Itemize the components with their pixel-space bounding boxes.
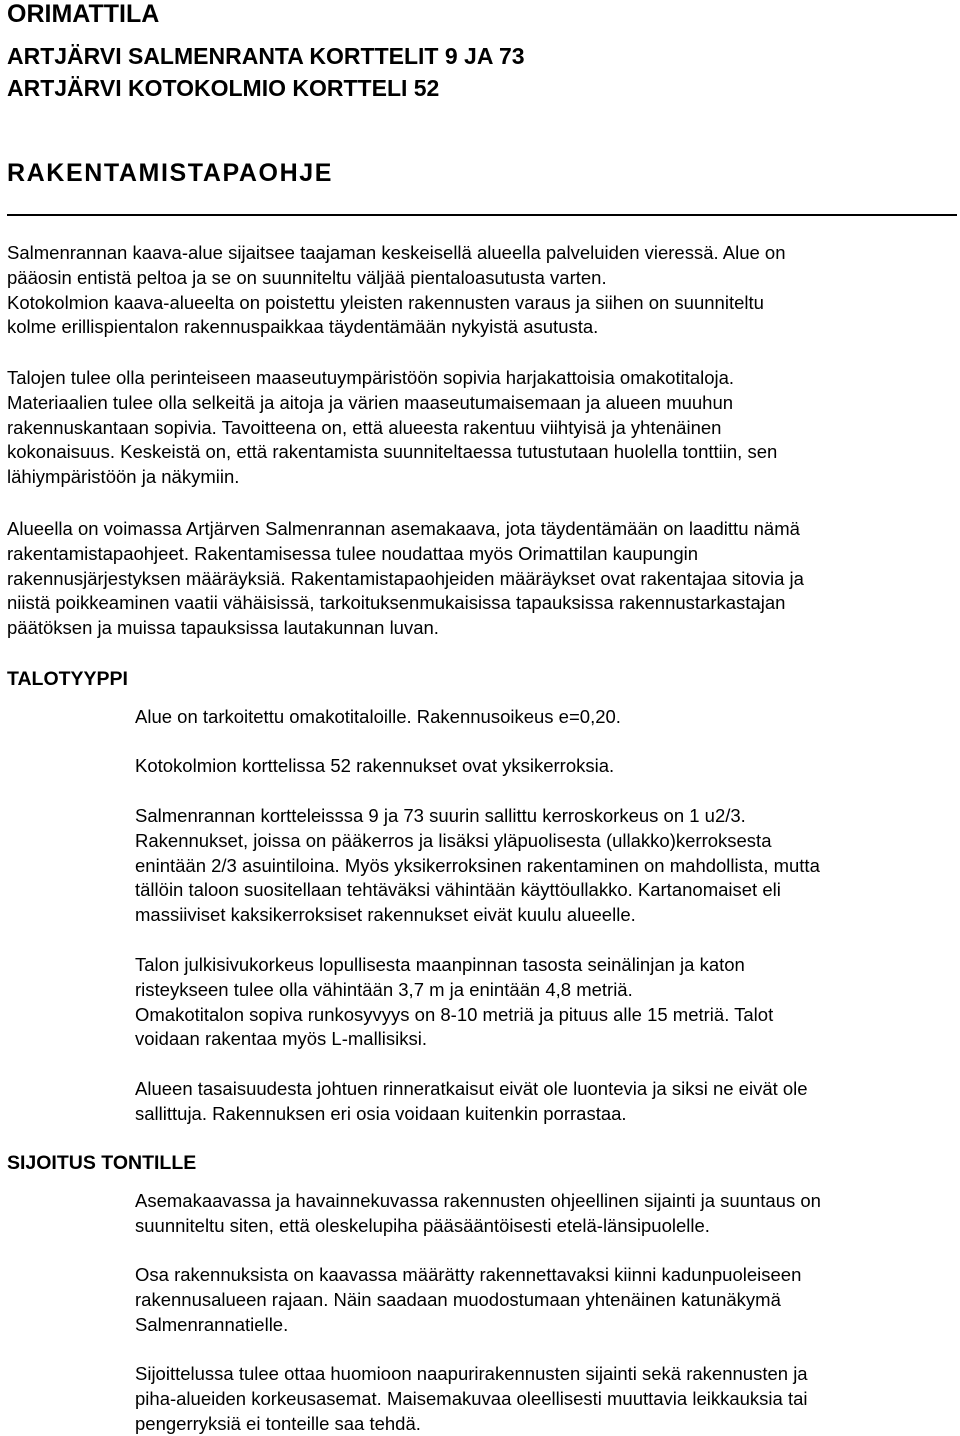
text-line: Alueella on voimassa Artjärven Salmenrannan asemakaava, jota täydentämään on laadittu nämä	[7, 518, 800, 539]
text-line: rakentamistapaohjeet. Rakentamisessa tulee noudattaa myös Orimattilan kaupungin	[7, 542, 699, 564]
text-line: kolme erillispientalon rakennuspaikkaa täydentämään nykyistä asutusta.	[7, 316, 599, 338]
sijoitus-paragraph-2	[135, 1263, 801, 1337]
intro-paragraph-2	[7, 366, 777, 490]
text-line: rakennusjärjestyksen määräyksiä. Rakentamistapaohjeiden määräykset ovat rakentajaa sitovia ja	[7, 567, 804, 589]
text-line: Materiaalien tulee olla selkeitä ja aitoja ja värien maaseutumaisemaan ja alueen muuhun	[7, 391, 734, 413]
text-line: piha-alueiden korkeusasemat. Maisemakuvaa oleellisesti muuttavia leikkauksia tai	[135, 1387, 808, 1409]
text-line: Talojen tulee olla perinteiseen maaseutuympäristöön sopivia harjakattoisia omakotitaloja.	[7, 367, 735, 388]
sijoitus-paragraph-1	[135, 1189, 821, 1239]
text-line: rakennusalueen rajaan. Näin saadaan muodostumaan yhtenäinen katunäkymä	[135, 1288, 781, 1310]
title-line-2: ARTJÄRVI KOTOKOLMIO KORTTELI 52	[7, 75, 440, 101]
text-line: päätöksen ja muissa tapauksissa lautakunnan luvan.	[7, 617, 439, 639]
section-heading-talotyyppi: TALOTYYPPI	[7, 668, 128, 690]
text-line: Rakennukset, joissa on pääkerros ja lisäksi yläpuolisesta (ullakko)kerroksesta	[135, 829, 772, 851]
text-line: Omakotitalon sopiva runkosyvyys on 8-10 metriä ja pituus alle 15 metriä. Talot	[135, 1003, 774, 1025]
document-type-heading: RAKENTAMISTAPAOHJE	[7, 159, 334, 187]
text-line: risteykseen tulee olla vähintään 3,7 m ja enintään 4,8 metriä.	[135, 978, 633, 1000]
text-line: tällöin taloon suositellaan tehtäväksi vähintään käyttöullakko. Kartanomaiset eli	[135, 879, 781, 901]
text-line: pengerryksiä ei tonteille saa tehdä.	[135, 1412, 421, 1434]
text-line: voidaan rakentaa myös L-mallisiksi.	[135, 1028, 428, 1050]
municipality-heading: ORIMATTILA	[7, 0, 160, 28]
intro-paragraph-3	[7, 517, 804, 641]
talotyyppi-paragraph-2	[135, 754, 614, 779]
text-line: pääosin entistä peltoa ja se on suunniteltu väljää pientaloasutusta varten.	[7, 266, 607, 288]
text-line: enintään 2/3 asuintiloina. Myös yksikerroksinen rakentaminen on mahdollista, mutta	[135, 854, 820, 876]
text-line: rakennuskantaan sopivia. Tavoitteena on, että alueesta rakentuu viihtyisä ja yhtenäinen	[7, 416, 722, 438]
text-line: Sijoittelussa tulee ottaa huomioon naapurirakennusten sijainti sekä rakennusten ja	[135, 1363, 808, 1384]
text-line: Osa rakennuksista on kaavassa määrätty rakennettavaksi kiinni kadunpuoleiseen	[135, 1264, 802, 1285]
text-line: Salmenrannan kortteleisssa 9 ja 73 suurin sallittu kerroskorkeus on 1 u2/3.	[135, 805, 746, 826]
title-line-1: ARTJÄRVI SALMENRANTA KORTTELIT 9 JA 73	[7, 43, 525, 69]
text-line: Alue on tarkoitettu omakotitaloille. Rakennusoikeus e=0,20.	[135, 706, 621, 727]
text-line: Kotokolmion korttelissa 52 rakennukset ovat yksikerroksia.	[135, 755, 615, 776]
intro-paragraph-1	[7, 241, 786, 340]
text-line: Salmenrannatielle.	[135, 1313, 289, 1335]
heading-divider	[7, 214, 957, 216]
text-line: Alueen tasaisuudesta johtuen rinneratkaisut eivät ole luontevia ja siksi ne eivät ole	[135, 1078, 808, 1099]
text-line: suunniteltu siten, että oleskelupiha pääsääntöisesti etelä-länsipuolelle.	[135, 1214, 710, 1236]
text-line: Salmenrannan kaava-alue sijaitsee taajaman keskeisellä alueella palveluiden vieressä. Alue on	[7, 242, 786, 263]
section-heading-sijoitus-tontille: SIJOITUS TONTILLE	[7, 1152, 197, 1174]
text-line: Asemakaavassa ja havainnekuvassa rakennusten ohjeellinen sijainti ja suuntaus on	[135, 1190, 821, 1211]
talotyyppi-paragraph-3	[135, 804, 820, 928]
text-line: niistä poikkeaminen vaatii vähäisissä, tarkoituksenmukaisissa tapauksissa rakennustarkastajan	[7, 592, 786, 614]
text-line: kokonaisuus. Keskeistä on, että rakentamista suunniteltaessa tutustutaan huolella tonttiin, sen	[7, 441, 778, 463]
talotyyppi-paragraph-1	[135, 705, 621, 730]
text-line: sallittuja. Rakennuksen eri osia voidaan kuitenkin porrastaa.	[135, 1102, 627, 1124]
text-line: lähiympäristöön ja näkymiin.	[7, 466, 240, 488]
talotyyppi-paragraph-4	[135, 953, 773, 1052]
text-line: Talon julkisivukorkeus lopullisesta maanpinnan tasosta seinälinjan ja katon	[135, 954, 745, 975]
text-line: Kotokolmion kaava-alueelta on poistettu yleisten rakennusten varaus ja siihen on suunniteltu	[7, 291, 764, 313]
sijoitus-paragraph-3	[135, 1362, 808, 1436]
talotyyppi-paragraph-5	[135, 1077, 808, 1127]
text-line: massiiviset kaksikerroksiset rakennukset eivät kuulu alueelle.	[135, 904, 636, 926]
